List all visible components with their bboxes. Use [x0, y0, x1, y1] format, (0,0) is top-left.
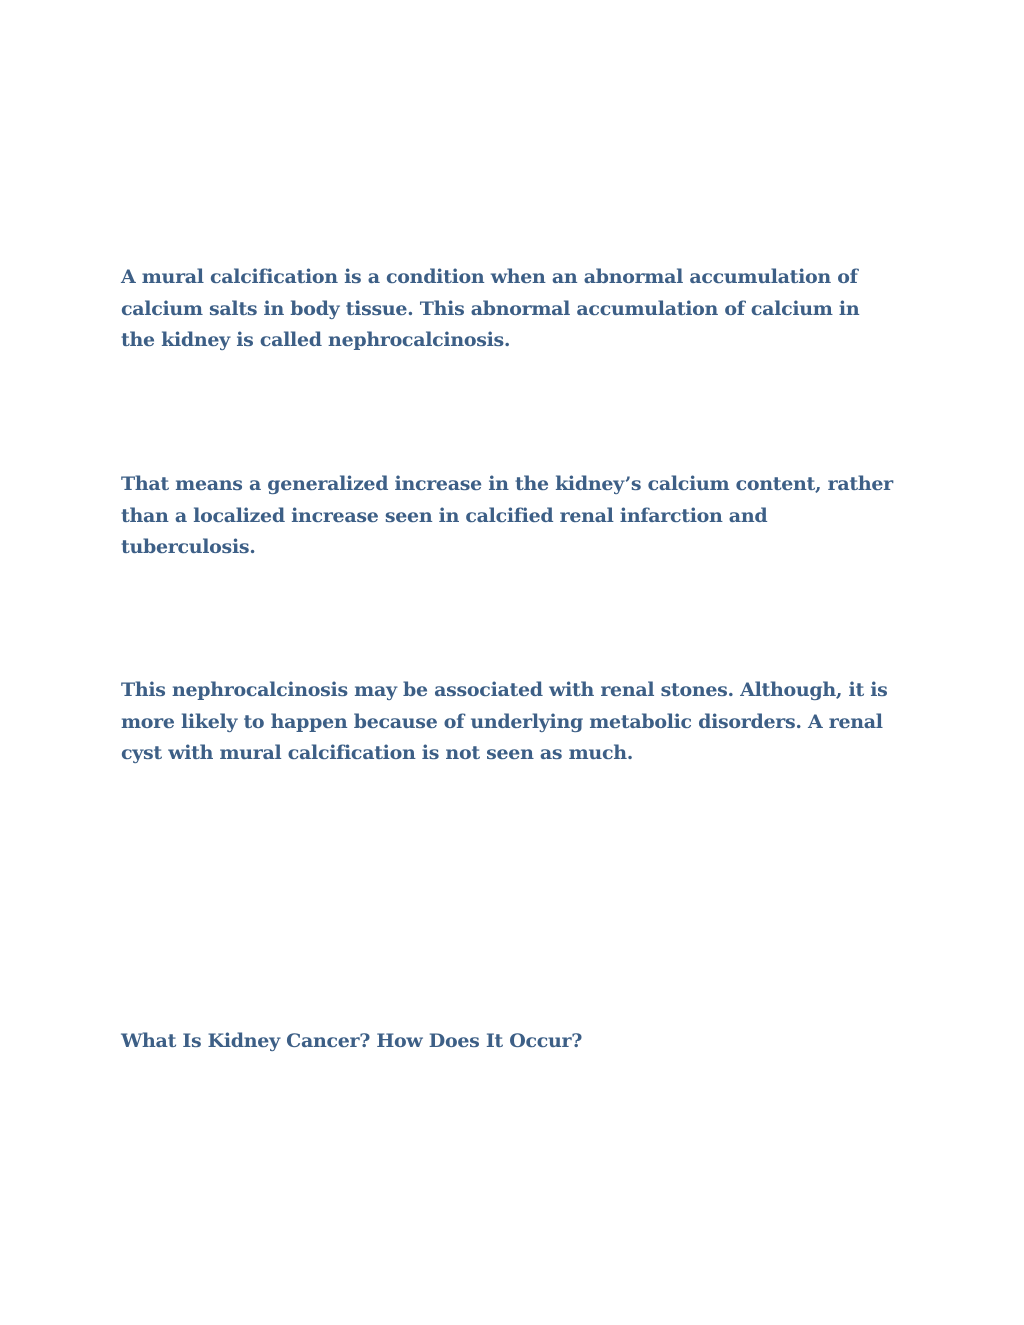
paragraph-mural-calcification: A mural calcification is a condition when an abnormal accumulation of calcium salts in body tissue. This abnormal accumulation of calcium in the kidney is called nephrocalcinosis. — [121, 266, 860, 351]
paragraph-nephrocalcinosis-stones: This nephrocalcinosis may be associated with renal stones. Although, it is more likely to happen because of underlying metabolic disorders. A renal cyst with mural calcification is not seen as much. — [121, 679, 888, 764]
paragraph-generalized-increase: That means a generalized increase in the kidney’s calcium content, rather than a localized increase seen in calcified renal infarction and tuberculosis. — [121, 473, 893, 558]
section-heading: What Is Kidney Cancer? How Does It Occur? — [121, 1030, 583, 1052]
